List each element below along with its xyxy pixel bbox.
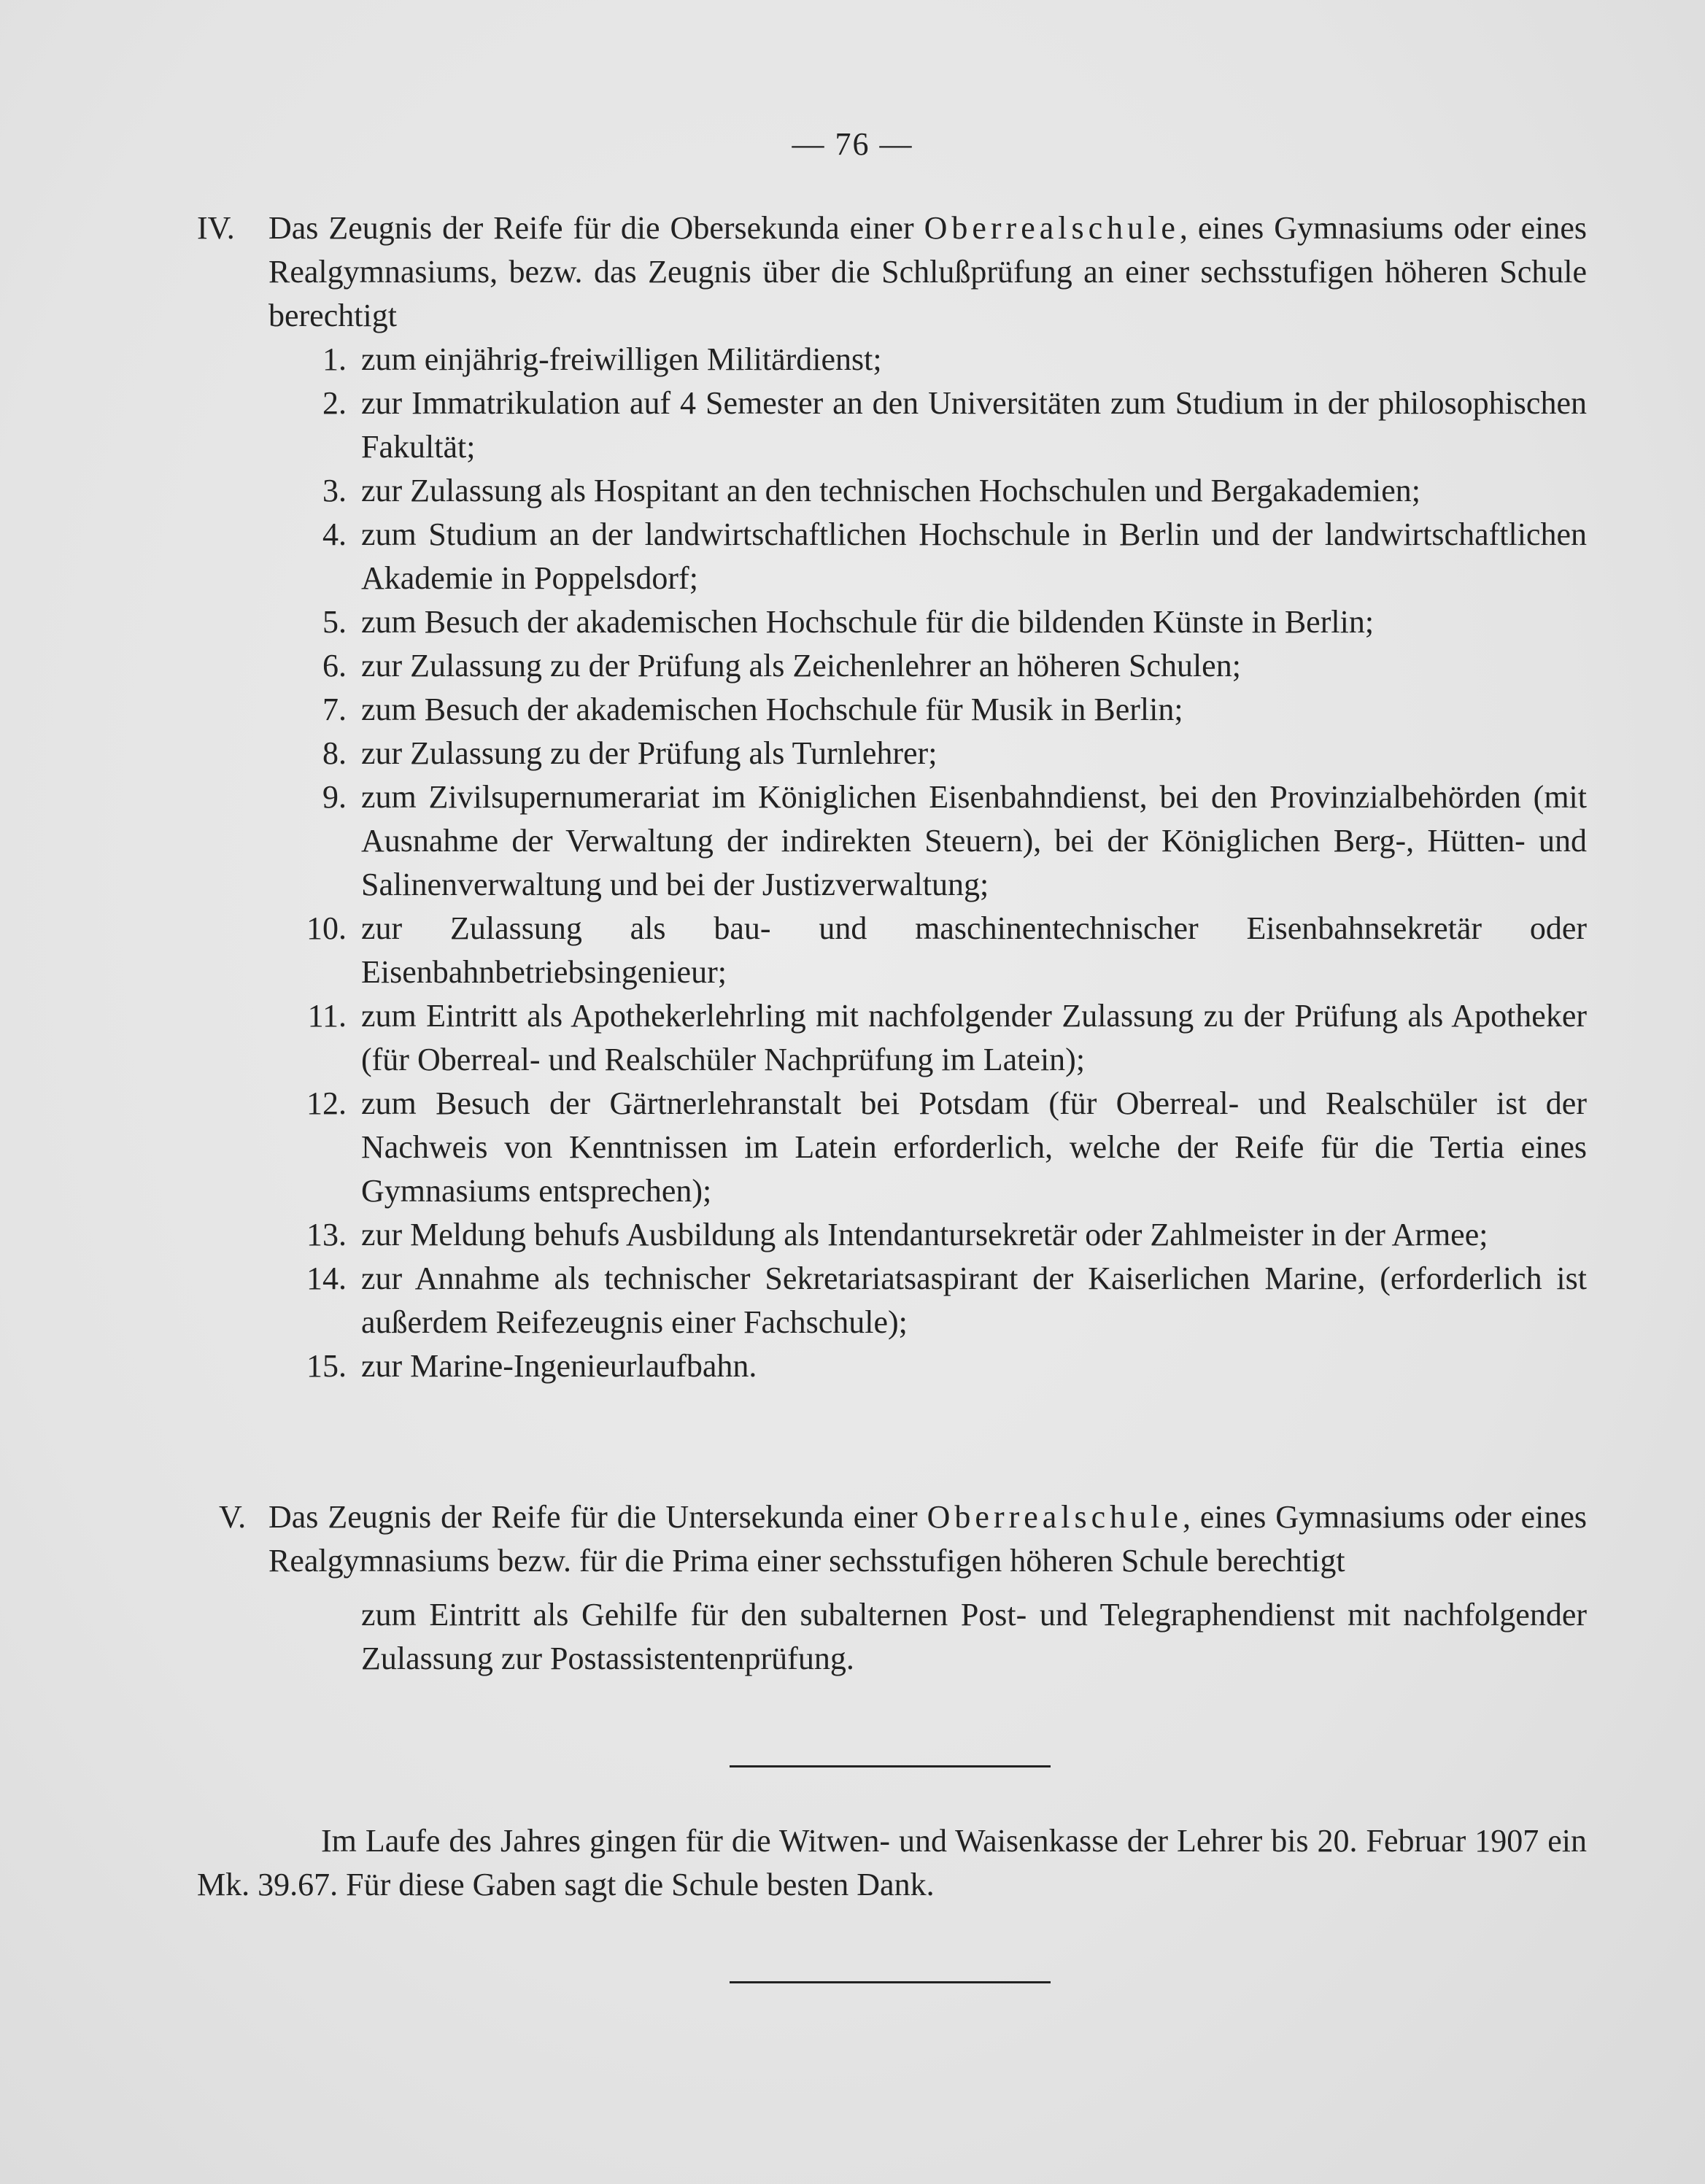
list-item-number: 14. xyxy=(306,1261,347,1296)
list-item xyxy=(197,994,1587,1082)
list-item-number: 15. xyxy=(306,1348,347,1384)
list-item-text: zum Eintritt als Apothekerlehrling mit nachfolgender Zulassung zu der Prüfung als Apotheker (für Oberreal- und Realschüler Nachprüfung im Latein); xyxy=(361,998,1587,1077)
list-item xyxy=(197,1344,1587,1388)
list-item-number: 12. xyxy=(306,1085,347,1121)
list-item xyxy=(197,732,1587,775)
list-item-text: zur Meldung behufs Ausbildung als Intendantursekretär oder Zahlmeister in der Armee; xyxy=(361,1217,1488,1252)
section-v-number: V. xyxy=(219,1499,247,1535)
list-item-number: 10. xyxy=(306,910,347,946)
divider-rule xyxy=(730,1765,1051,1767)
section-iv-intro xyxy=(197,206,1587,338)
page-number: — 76 — xyxy=(792,126,913,162)
list-item-text: zum einjährig-freiwilligen Militärdienst; xyxy=(361,341,882,377)
section-iv xyxy=(197,206,1587,1388)
list-item-text: zum Besuch der akademischen Hochschule für Musik in Berlin; xyxy=(361,692,1183,727)
section-v-intro-text-a: Das Zeugnis der Reife für die Untersekunda einer xyxy=(268,1499,927,1535)
list-item xyxy=(197,469,1587,513)
list-item xyxy=(197,338,1587,382)
section-iv-list xyxy=(197,338,1587,1388)
list-item-number: 5. xyxy=(322,604,347,640)
list-item-text: zur Immatrikulation auf 4 Semester an den Universitäten zum Studium in der philosophischen Fakultät; xyxy=(361,385,1587,465)
divider-rule-bottom xyxy=(730,1981,1051,1983)
section-iv-intro-text-b: , eines Gymnasiums oder eines Realgymnasiums, bezw. das Zeugnis über die Schlußprüfung an einer sechsstufigen höheren Schule berechtigt xyxy=(268,210,1588,333)
list-item-text: zur Annahme als technischer Sekretariatsaspirant der Kaiserlichen Marine, (erforderlich ist außerdem Reifezeugnis einer Fachschule); xyxy=(361,1261,1587,1340)
list-item xyxy=(197,688,1587,732)
list-item-number: 3. xyxy=(322,473,347,508)
list-item xyxy=(197,1213,1587,1257)
list-item-number: 6. xyxy=(322,648,347,684)
list-item-number: 1. xyxy=(322,341,347,377)
section-iv-school-type: Oberrealschule xyxy=(924,210,1180,246)
list-item xyxy=(197,1082,1587,1213)
section-v-intro-text-b: , eines Gymnasiums oder eines Realgymnasiums bezw. für die Prima einer sechsstufigen höheren Schule berechtigt xyxy=(268,1499,1587,1579)
list-item-text: zur Zulassung zu der Prüfung als Zeichenlehrer an höheren Schulen; xyxy=(361,648,1241,684)
list-item-text: zum Zivilsupernumerariat im Königlichen Eisenbahndienst, bei den Provinzialbehörden (mit Ausnahme der Verwaltung der indirekten Steuern), bei der Königlichen Berg-, Hütten- und Salinenverwaltung und bei der Justizverwaltung; xyxy=(361,779,1587,902)
list-item-number: 11. xyxy=(307,998,347,1034)
list-item xyxy=(197,513,1587,600)
list-item xyxy=(197,600,1587,644)
list-item xyxy=(197,644,1587,688)
list-item-number: 8. xyxy=(322,735,347,771)
section-v-text: zum Eintritt als Gehilfe für den subalternen Post- und Telegraphendienst mit nachfolgender Zulassung zur Postassistentenprüfung. xyxy=(361,1597,1587,1676)
list-item xyxy=(197,382,1587,469)
list-item xyxy=(197,775,1587,907)
donation-note: Im Laufe des Jahres gingen für die Witwen- und Waisenkasse der Lehrer bis 20. Februar 1907 ein Mk. 39.67. Für diese Gaben sagt die Schule besten Dank. xyxy=(197,1823,1587,1902)
section-v-school-type: Oberrealschule xyxy=(927,1499,1183,1535)
list-item xyxy=(197,1257,1587,1344)
section-iv-number: IV. xyxy=(197,210,235,246)
list-item-text: zur Marine-Ingenieurlaufbahn. xyxy=(361,1348,757,1384)
list-item xyxy=(197,907,1587,994)
list-item-text: zur Zulassung als bau- und maschinentechnischer Eisenbahnsekretär oder Eisenbahnbetriebsingenieur; xyxy=(361,910,1587,990)
list-item-number: 4. xyxy=(322,516,347,552)
list-item-number: 7. xyxy=(322,692,347,727)
list-item-text: zur Zulassung als Hospitant an den technischen Hochschulen und Bergakademien; xyxy=(361,473,1421,508)
list-item-number: 13. xyxy=(306,1217,347,1252)
list-item-text: zum Studium an der landwirtschaftlichen Hochschule in Berlin und der landwirtschaftlichen Akademie in Poppelsdorf; xyxy=(361,516,1587,596)
list-item-text: zur Zulassung zu der Prüfung als Turnlehrer; xyxy=(361,735,937,771)
list-item-number: 9. xyxy=(322,779,347,815)
section-v-intro xyxy=(197,1495,1587,1583)
list-item-number: 2. xyxy=(322,385,347,421)
list-item-text: zum Besuch der akademischen Hochschule für die bildenden Künste in Berlin; xyxy=(361,604,1375,640)
section-v xyxy=(197,1495,1587,1681)
list-item-text: zum Besuch der Gärtnerlehranstalt bei Potsdam (für Oberreal- und Realschüler ist der Nachweis von Kenntnissen im Latein erforderlich, welche der Reife für die Tertia eines Gymnasiums entsprechen); xyxy=(361,1085,1587,1209)
section-iv-intro-text-a: Das Zeugnis der Reife für die Obersekunda einer xyxy=(268,210,924,246)
